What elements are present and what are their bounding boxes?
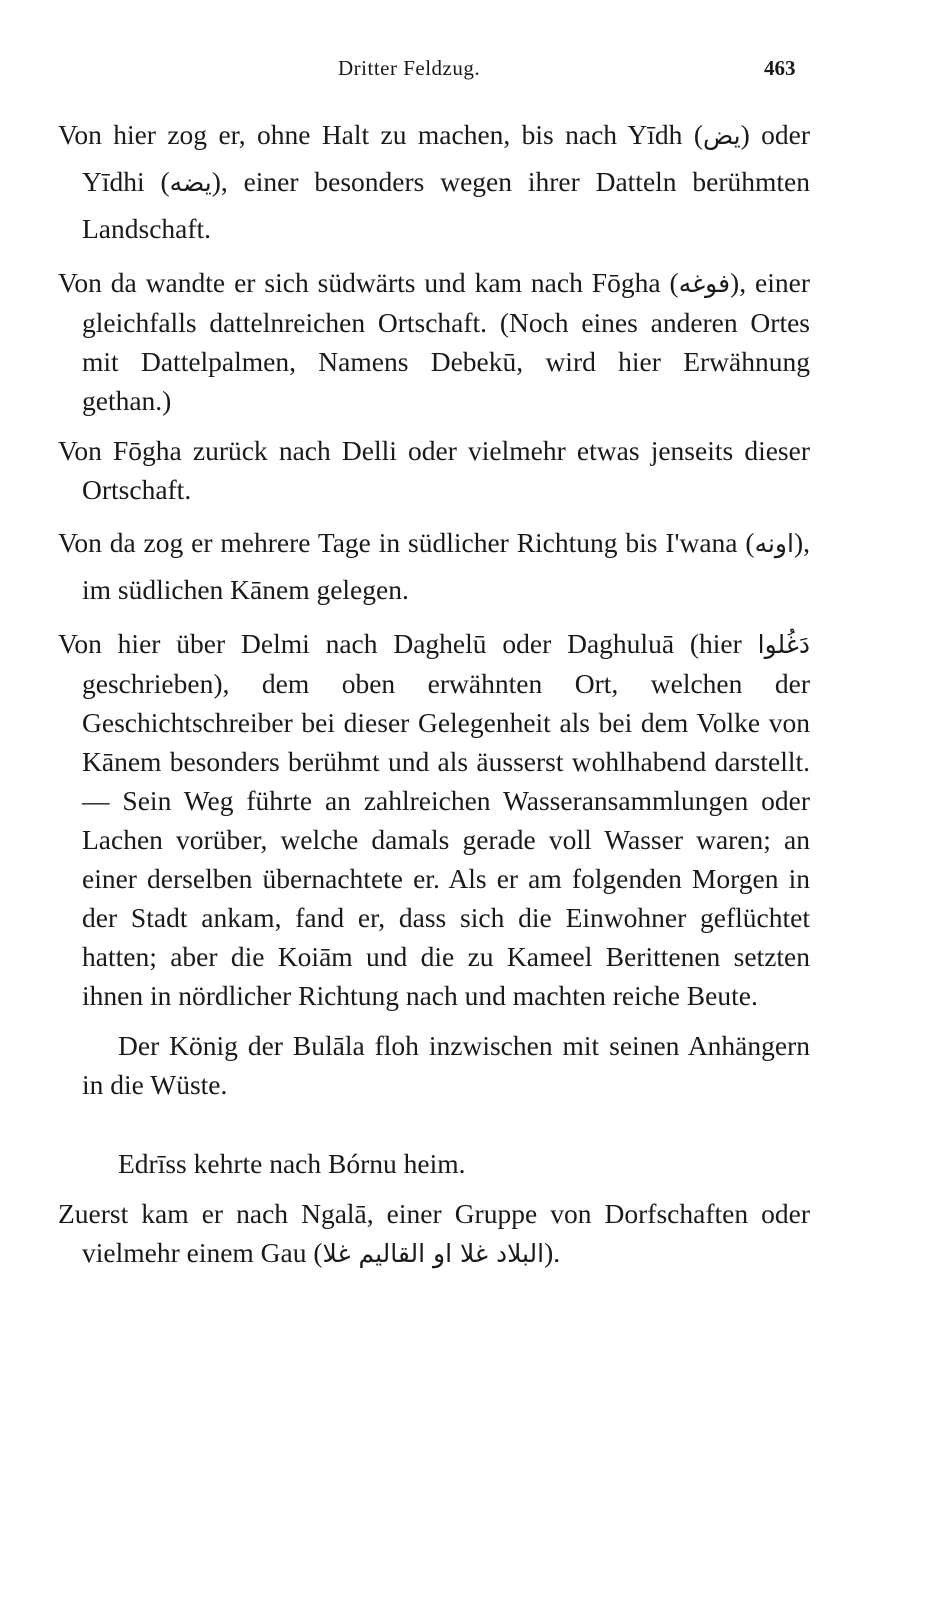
paragraph-text: ). [544,1237,561,1268]
paragraph-text: Von da wandte er sich südwärts und kam nach Fōgha ( [58,267,679,298]
arabic-word-fogha: فوغه [678,269,731,298]
paragraph-daghelu [58,624,810,1015]
page-header [0,56,930,86]
paragraph-text: geschrieben), dem oben erwähnten Ort, welchen der Geschichtschreiber bei dieser Gelegenheit als bei dem Volke von Kānem besonders berühmt und als äusserst wohlhabend darstellt. — Sein Weg führte an zahlreichen Wasseransammlungen oder Lachen vorüber, welche damals gerade voll Wasser waren; an einer derselben übernachtete er. Als er am folgenden Morgen in der Stadt ankam, fand er, dass sich die Einwohner geflüchtet hatten; aber die Koiām und die zu Kameel Berittenen setzten ihnen in nördlicher Richtung nach und machten reiche Beute. [82,668,810,1011]
paragraph-text: Der König der Bulāla floh inzwischen mit seinen Anhängern in die Wüste. [82,1030,810,1100]
arabic-word-yidh: يض [702,121,741,150]
paragraph-fogha [58,263,810,420]
paragraph-text: Von hier über Delmi nach Daghelū oder Daghuluā (hier [58,628,758,659]
paragraph-text: Zuerst kam er nach Ngalā, einer Gruppe von Dorfschaften oder vielmehr einem Gau ( [58,1198,810,1268]
arabic-word-yidhi: يضه [169,168,212,197]
page-number: 463 [764,56,796,80]
arabic-word-daghulua: دَغُلوا [757,630,810,659]
paragraph-text: ), einer besonders wegen ihrer Datteln berühmten Landschaft. [82,166,810,244]
paragraph-iwana [58,520,810,613]
arabic-phrase-ngala: البلاد غلا او القاليم غلا [322,1239,545,1268]
paragraph-edriss [58,1144,810,1183]
paragraph-text: Von da zog er mehrere Tage in südlicher Richtung bis I'wana ( [58,527,755,558]
paragraph-text: ), im südlichen Kānem gelegen. [82,527,810,605]
paragraph-delli [58,431,810,509]
running-title: Dritter Feldzug. [338,56,481,80]
paragraph-text: Von Fōgha zurück nach Delli oder vielmehr etwas jenseits dieser Ortschaft. [58,435,810,505]
paragraph-bulala [58,1026,810,1104]
paragraph-text: Edrīss kehrte nach Bórnu heim. [118,1148,466,1179]
arabic-word-iwana: اونه [754,529,794,558]
paragraph-yidh [58,112,810,252]
body-text [58,112,810,1284]
paragraph-ngala [58,1194,810,1273]
paragraph-text: ) oder Yīdhi ( [82,119,810,197]
paragraph-text: ), einer gleichfalls dattelnreichen Ortschaft. (Noch eines anderen Ortes mit Dattelpalmen, Namens Debekū, wird hier Erwähnung gethan.) [82,267,810,416]
paragraph-text: Von hier zog er, ohne Halt zu machen, bis nach Yīdh ( [58,119,703,150]
